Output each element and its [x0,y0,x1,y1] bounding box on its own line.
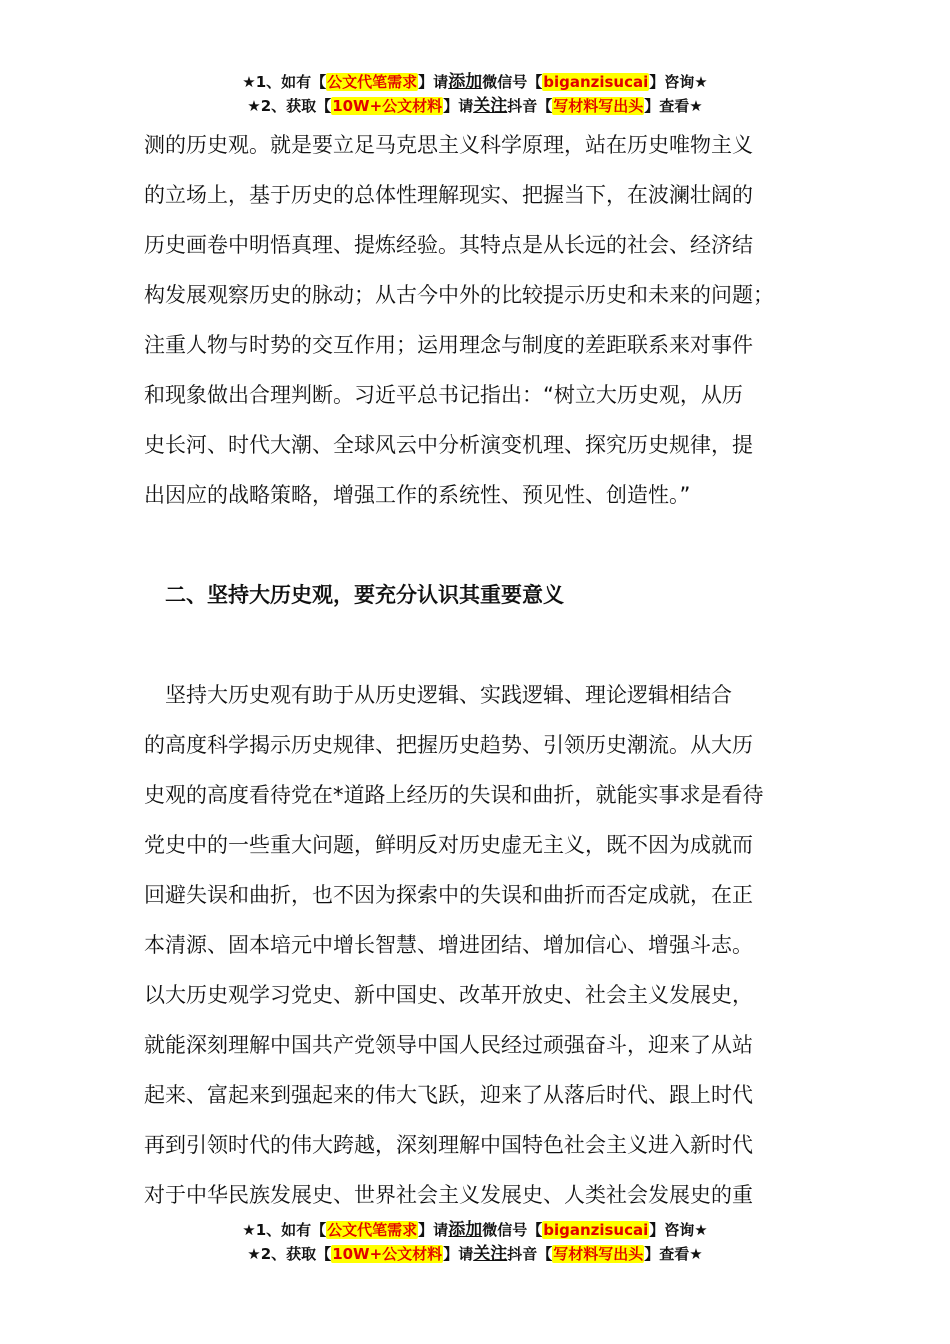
highlight-douyin-id: 写材料写出头 [553,97,644,115]
header-banner [0,70,950,118]
paragraph-line: 的立场上，基于历史的总体性理解现实、把握当下，在波澜壮阔的 [144,183,753,207]
footer-banner [0,1218,950,1266]
paragraph-line: 史观的高度看待党在*道路上经历的失误和曲折，就能实事求是看待 [144,783,764,807]
banner-text: 2、获取【 [260,97,332,115]
star-icon: ★ [247,1245,261,1263]
banner-text: 抖音【 [507,1245,553,1263]
banner-text: 1、如有【 [255,1221,327,1239]
banner-text: 】咨询★ [649,1221,708,1239]
highlight-service: 公文代笔需求 [327,1221,418,1239]
paragraph-line: 历史画卷中明悟真理、提炼经验。其特点是从长远的社会、经济结 [144,233,753,257]
paragraph-line: 测的历史观。就是要立足马克思主义科学原理，站在历史唯物主义 [144,133,753,157]
paragraph-line: 就能深刻理解中国共产党领导中国人民经过顽强奋斗，迎来了从站 [144,1033,753,1057]
paragraph-line: 和现象做出合理判断。习近平总书记指出：“树立大历史观，从历 [144,383,743,407]
banner-text: 】请 [443,97,474,115]
paragraph-line: 对于中华民族发展史、世界社会主义发展史、人类社会发展史的重 [144,1183,753,1207]
banner-line-2 [0,1242,950,1266]
underlined-text: 关注 [473,96,508,116]
banner-text: 1、如有【 [255,73,327,91]
paragraph-line: 党史中的一些重大问题，鲜明反对历史虚无主义，既不因为成就而 [144,833,753,857]
section-heading: 二、坚持大历史观，要充分认识其重要意义 [144,583,564,607]
highlight-service: 公文代笔需求 [327,73,418,91]
banner-text: 】请 [418,1221,449,1239]
star-icon: ★ [242,1221,256,1239]
underlined-text: 添加 [448,72,483,92]
paragraph-line: 以大历史观学习党史、新中国史、改革开放史、社会主义发展史， [144,983,753,1007]
paragraph-line: 的高度科学揭示历史规律、把握历史趋势、引领历史潮流。从大历 [144,733,753,757]
highlight-materials: 10W+公文材料 [332,97,443,115]
paragraph-line: 史长河、时代大潮、全球风云中分析演变机理、探究历史规律，提 [144,433,753,457]
star-icon: ★ [247,97,261,115]
banner-text: 】请 [418,73,449,91]
highlight-douyin-id: 写材料写出头 [553,1245,644,1263]
star-icon: ★ [242,73,256,91]
banner-text: 抖音【 [507,97,553,115]
paragraph-line: 出因应的战略策略，增强工作的系统性、预见性、创造性。” [144,483,691,507]
banner-text: 微信号【 [482,1221,543,1239]
highlight-wechat-id: biganzisucai [543,73,649,91]
banner-line-1 [0,1218,950,1242]
banner-text: 】查看★ [644,97,703,115]
banner-line-2 [0,94,950,118]
banner-text: 】咨询★ [649,73,708,91]
paragraph-line: 本清源、固本培元中增长智慧、增进团结、增加信心、增强斗志。 [144,933,753,957]
banner-line-1 [0,70,950,94]
banner-text: 】请 [443,1245,474,1263]
underlined-text: 关注 [473,1244,508,1264]
document-body [144,120,824,1220]
blank-line [144,620,824,670]
highlight-wechat-id: biganzisucai [543,1221,649,1239]
paragraph-line: 再到引领时代的伟大跨越，深刻理解中国特色社会主义进入新时代 [144,1133,753,1157]
banner-text: 2、获取【 [260,1245,332,1263]
paragraph-line: 注重人物与时势的交互作用；运用理念与制度的差距联系来对事件 [144,333,753,357]
blank-line [144,520,824,570]
banner-text: 微信号【 [482,73,543,91]
paragraph-line: 坚持大历史观有助于从历史逻辑、实践逻辑、理论逻辑相结合 [144,683,732,707]
banner-text: 】查看★ [644,1245,703,1263]
paragraph-line: 回避失误和曲折，也不因为探索中的失误和曲折而否定成就，在正 [144,883,753,907]
highlight-materials: 10W+公文材料 [332,1245,443,1263]
underlined-text: 添加 [448,1220,483,1240]
paragraph-line: 构发展观察历史的脉动；从古今中外的比较提示历史和未来的问题； [144,283,774,307]
paragraph-line: 起来、富起来到强起来的伟大飞跃，迎来了从落后时代、跟上时代 [144,1083,753,1107]
